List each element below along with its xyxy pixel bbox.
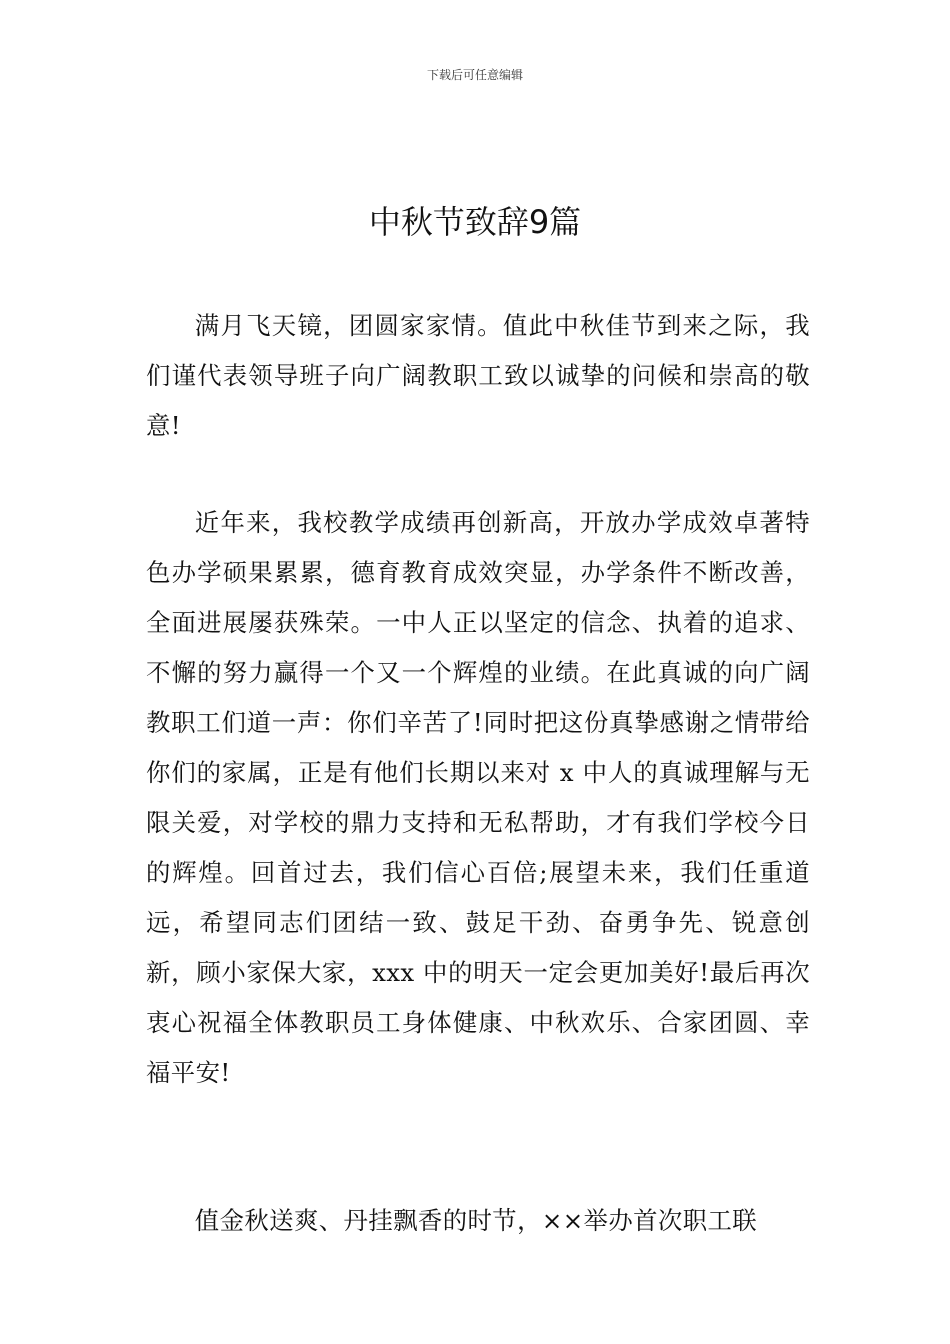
document-title: 中秋节致辞9篇 xyxy=(368,203,582,242)
header-note: 下载后可任意编辑 xyxy=(426,68,523,82)
paragraph-3: 值金秋送爽、丹挂飘香的时节，××举办首次职工联 xyxy=(194,1206,758,1236)
paragraph-1: 满月飞天镜，团圆家家情。值此中秋佳节到来之际，我们谨代表领导班子向广阔教职工致以诚挚的问候和崇高的敬意! xyxy=(146,311,810,441)
paragraph-2: 近年来，我校教学成绩再创新高，开放办学成效卓著特色办学硕果累累，德育教育成效突显，办学条件不断改善，全面进展屡获殊荣。一中人正以坚定的信念、执着的追求、不懈的努力赢得一个又一个辉煌的业绩。在此真诚的向广阔教职工们道一声：你们辛苦了!同时把这份真挚感谢之情带给你们的家属，正是有他们长期以来对 x 中人的真诚理解与无限关爱，对学校的鼎力支持和无私帮助，才有我们学校今日的辉煌。回首过去，我们信心百倍;展望未来，我们任重道远，希望同志们团结一致、鼓足干劲、奋勇争先、锐意创新，顾小家保大家，xxx 中的明天一定会更加美好!最后再次衷心祝福全体教职员工身体健康、中秋欢乐、合家团圆、幸福平安! xyxy=(146,508,810,1088)
